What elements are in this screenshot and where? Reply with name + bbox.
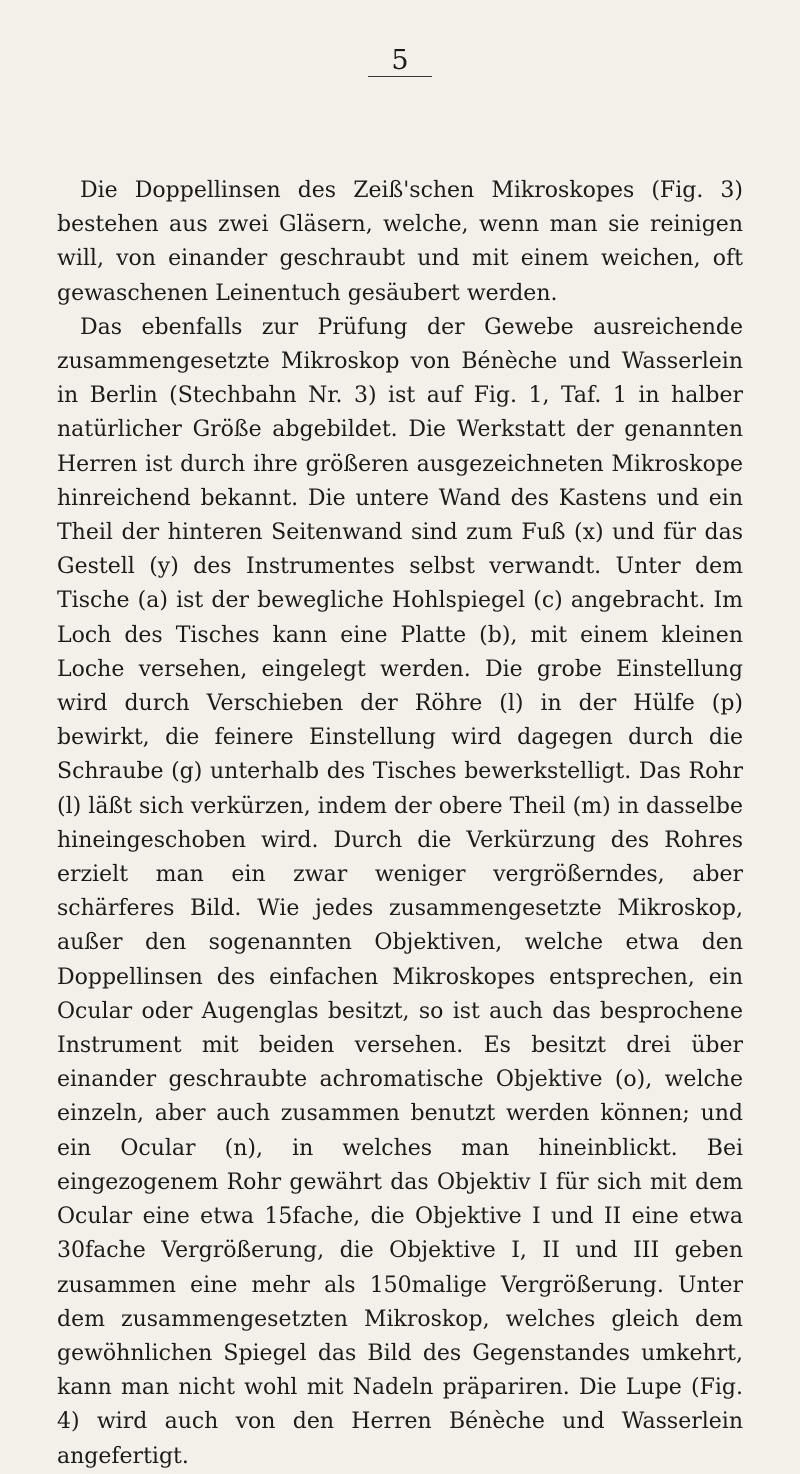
paragraph-beneche-microscope: Das ebenfalls zur Prüfung der Gewebe ausreichende zusammengesetzte Mikroskop von Bénèche und Wasserlein in Berlin (Stechbahn Nr. 3) ist auf Fig. 1, Taf. 1 in halber natürlicher Größe abgebildet. Die Werkstatt der genannten Herren ist durch ihre größeren ausgezeichneten Mikroskope hinreichend bekannt. Die untere Wand des Kastens und ein Theil der hinteren Seitenwand sind zum Fuß (x) und für das Gestell (y) des Instrumentes selbst verwandt. Unter dem Tische (a) ist der bewegliche Hohlspiegel (c) angebracht. Im Loch des Tisches kann eine Platte (b), mit einem kleinen Loche versehen, eingelegt werden. Die grobe Einstellung wird durch Verschieben der Röhre (l) in der Hülfe (p) bewirkt, die feinere Einstellung wird dagegen durch die Schraube (g) unterhalb des Tisches bewerkstelligt. Das Rohr (l) läßt sich verkürzen, indem der obere Theil (m) in dasselbe hineingeschoben wird. Durch die Verkürzung des Rohres erzielt man ein zwar weniger vergrößerndes, aber schärferes Bild. Wie jedes zusammengesetzte Mikroskop, außer den sogenannten Objektiven, welche etwa den Doppellinsen des einfachen Mikroskopes entsprechen, ein Ocular oder Augenglas besitzt, so ist auch das besprochene Instrument mit beiden versehen. Es besitzt drei über einander geschraubte achromatische Objektive (o), welche einzeln, aber auch zusammen benutzt werden können; und ein Ocular (n), in welches man hineinblickt. Bei eingezogenem Rohr gewährt das Objektiv I für sich mit dem Ocular eine etwa 15fache, die Objektive I und II eine etwa 30fache Vergrößerung, die Objektive I, II und III geben zusammen eine mehr als 150malige Vergrößerung. Unter dem zusammengesetzten Mikroskop, welches gleich dem gewöhnlichen Spiegel das Bild des Gegenstandes umkehrt, kann man nicht wohl mit Nadeln präpariren. Die Lupe (Fig. 4) wird auch von den Herren Bénèche und Wasserlein angefertigt.: [57, 314, 743, 1469]
header-rule: [368, 76, 432, 77]
paragraph-zeiss-lenses: Die Doppellinsen des Zeiß'schen Mikroskopes (Fig. 3) bestehen aus zwei Gläsern, welche, wenn man sie reinigen will, von einander geschraubt und mit einem weichen, oft gewaschenen Leinentuch gesäubert werden.: [57, 178, 743, 306]
page-number: 5: [391, 45, 409, 76]
body-text: [57, 174, 743, 1474]
